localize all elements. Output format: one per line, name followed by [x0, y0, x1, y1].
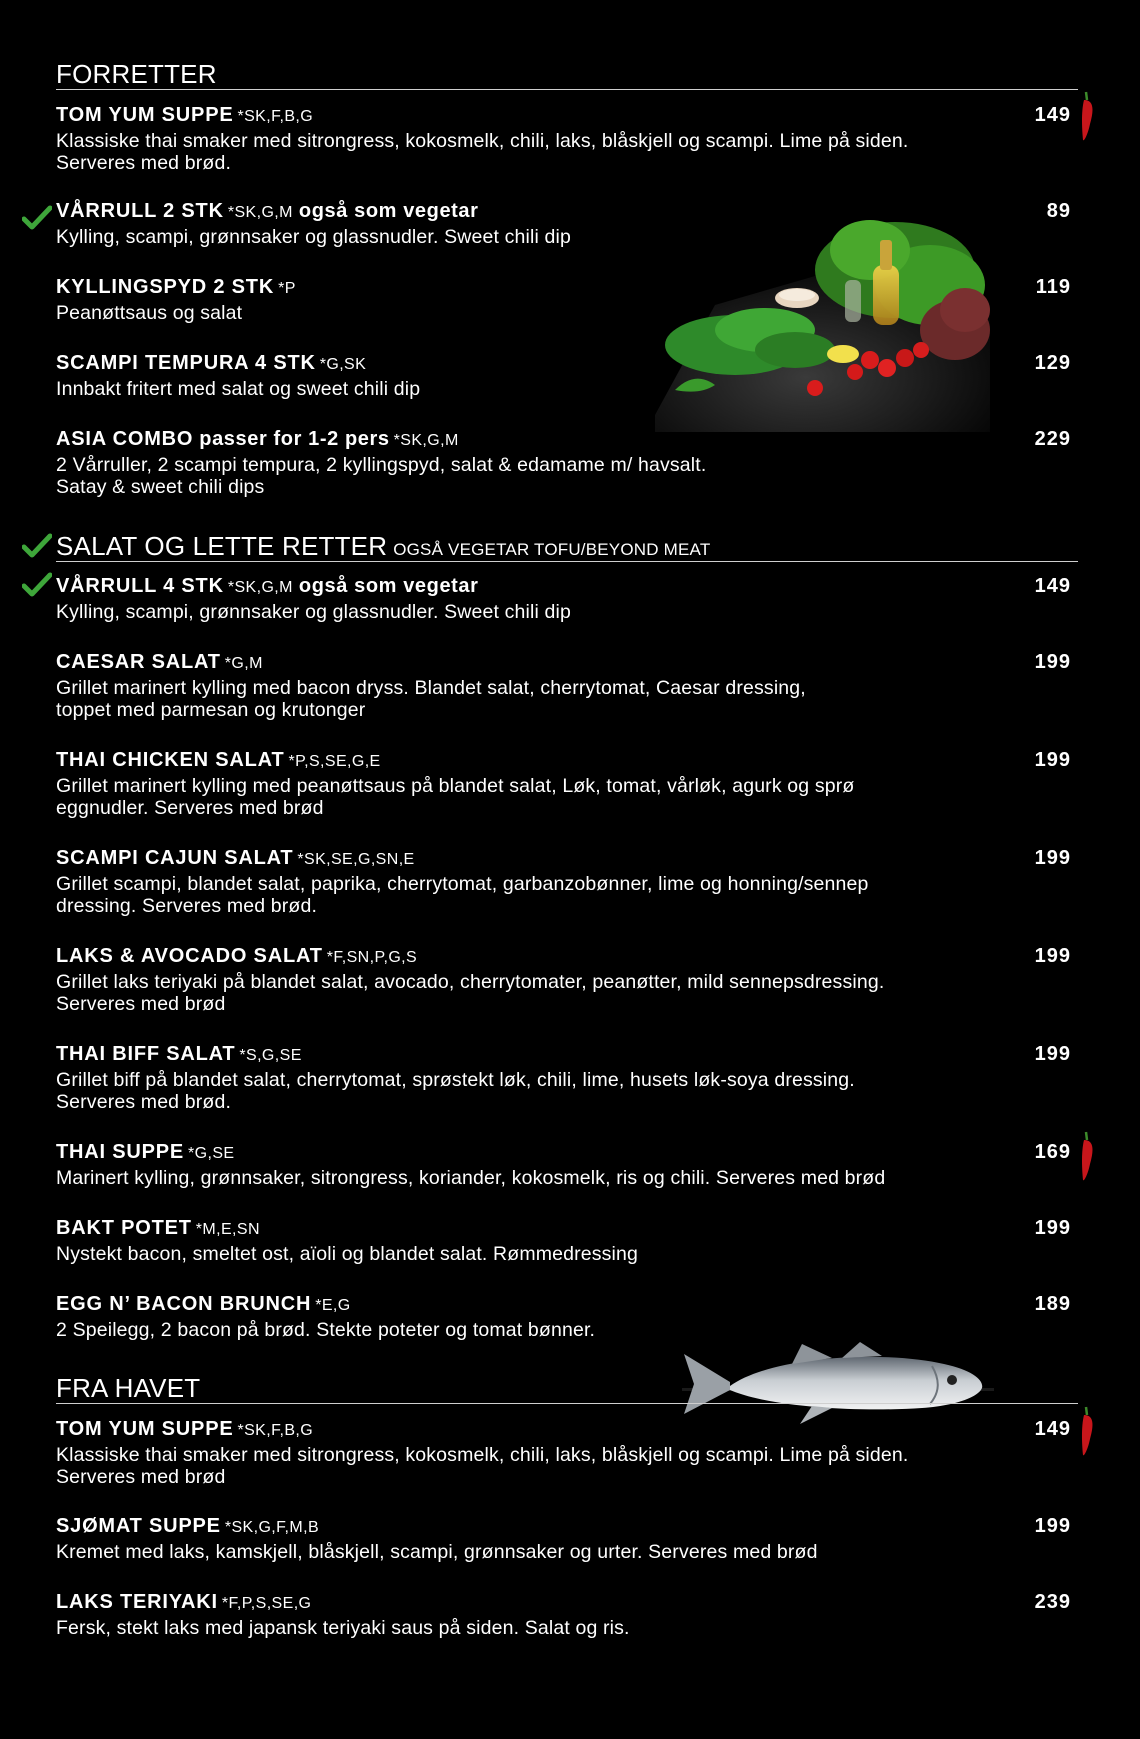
menu-item: [56, 276, 1071, 324]
section-subtitle: OGSÅ VEGETAR TOFU/BEYOND MEAT: [393, 540, 711, 559]
item-description: Grillet laks teriyaki på blandet salat, avocado, cherrytomater, peanøtter, mild sennepsdressing.: [56, 971, 885, 993]
item-price: 199: [1034, 1217, 1071, 1239]
allergen-codes: *SK,SE,G,SN,E: [297, 851, 415, 868]
item-description: Serveres med brød: [56, 993, 226, 1015]
item-price: 149: [1034, 575, 1071, 597]
allergen-codes: *S,G,SE: [239, 1047, 302, 1064]
item-description: Kylling, scampi, grønnsaker og glassnudler. Sweet chili dip: [56, 226, 572, 248]
allergen-codes: *G,M: [224, 655, 263, 672]
allergen-codes: *F,P,S,SE,G: [221, 1595, 312, 1612]
item-description: Innbakt fritert med salat og sweet chili dip: [56, 378, 421, 400]
section-title: FRA HAVET: [56, 1373, 201, 1403]
item-name: ASIA COMBO: [56, 428, 194, 450]
item-name: SCAMPI CAJUN SALAT: [56, 847, 294, 869]
item-description: Satay & sweet chili dips: [56, 476, 265, 498]
item-price: 199: [1034, 1043, 1071, 1065]
menu-item: [56, 352, 1071, 400]
check-icon: [22, 533, 52, 559]
item-description: 2 Speilegg, 2 bacon på brød. Stekte poteter og tomat bønner.: [56, 1319, 596, 1341]
item-description: eggnudler. Serveres med brød: [56, 797, 324, 819]
menu-item: [56, 1217, 1071, 1265]
item-price: 119: [1035, 276, 1071, 298]
item-price: 149: [1034, 104, 1071, 126]
item-description: Grillet marinert kylling med bacon dryss. Blandet salat, cherrytomat, Caesar dressing,: [56, 677, 806, 699]
item-price: 229: [1034, 428, 1071, 450]
item-description: Serveres med brød: [56, 1466, 226, 1488]
item-description: Grillet marinert kylling med peanøttsaus på blandet salat, Løk, tomat, vårløk, agurk og sprø: [56, 775, 855, 797]
item-name: THAI SUPPE: [56, 1141, 185, 1163]
item-name: THAI CHICKEN SALAT: [56, 749, 285, 771]
item-price: 129: [1034, 352, 1071, 374]
item-description: Marinert kylling, grønnsaker, sitrongress, koriander, kokosmelk, ris og chili. Serveres med brød: [56, 1167, 886, 1189]
item-note: passer for 1-2 pers: [199, 428, 390, 450]
item-description: Serveres med brød.: [56, 152, 232, 174]
menu-item: [56, 1591, 1071, 1639]
item-description: toppet med parmesan og krutonger: [56, 699, 366, 721]
menu-item: [56, 200, 1071, 248]
allergen-codes: *SK,G,M: [393, 432, 459, 449]
item-description: Serveres med brød.: [56, 1091, 232, 1113]
item-price: 149: [1034, 1418, 1071, 1440]
item-name: SCAMPI TEMPURA 4 STK: [56, 352, 316, 374]
item-name: VÅRRULL 2 STK: [56, 200, 224, 222]
menu-item: [56, 749, 1071, 819]
menu-item: [56, 1418, 1071, 1488]
item-price: 89: [1046, 200, 1071, 222]
item-price: 169: [1034, 1141, 1071, 1163]
item-description: Grillet scampi, blandet salat, paprika, cherrytomat, garbanzobønner, lime og honning/sennep: [56, 873, 869, 895]
chili-pepper-icon: [1080, 90, 1096, 144]
chili-pepper-icon: [1080, 1130, 1096, 1184]
menu-item: [56, 575, 1071, 623]
allergen-codes: *SK,G,F,M,B: [224, 1519, 320, 1536]
item-price: 199: [1034, 651, 1071, 673]
item-name: BAKT POTET: [56, 1217, 192, 1239]
item-name: CAESAR SALAT: [56, 651, 221, 673]
section-header-salat: [56, 532, 1078, 562]
allergen-codes: *G,SE: [188, 1145, 235, 1162]
allergen-codes: *SK,G,M: [227, 204, 293, 221]
allergen-codes: *P,S,SE,G,E: [288, 753, 381, 770]
menu-item: [56, 847, 1071, 917]
menu-item: [56, 104, 1071, 174]
chili-pepper-icon: [1080, 1405, 1096, 1459]
allergen-codes: *M,E,SN: [195, 1221, 260, 1238]
menu-item: [56, 1293, 1071, 1341]
item-description: Kylling, scampi, grønnsaker og glassnudler. Sweet chili dip: [56, 601, 572, 623]
allergen-codes: *SK,F,B,G: [237, 108, 314, 125]
item-description: Peanøttsaus og salat: [56, 302, 243, 324]
item-name: LAKS TERIYAKI: [56, 1591, 218, 1613]
item-description: Grillet biff på blandet salat, cherrytomat, sprøstekt løk, chili, lime, husets løk-soya dressing.: [56, 1069, 855, 1091]
item-name: EGG N’ BACON BRUNCH: [56, 1293, 312, 1315]
item-description: Klassiske thai smaker med sitrongress, kokosmelk, chili, laks, blåskjell og scampi. Lime på siden.: [56, 1444, 909, 1466]
item-name: TOM YUM SUPPE: [56, 104, 234, 126]
item-price: 199: [1034, 749, 1071, 771]
item-description: Klassiske thai smaker med sitrongress, kokosmelk, chili, laks, blåskjell og scampi. Lime på siden.: [56, 130, 909, 152]
menu-item: [56, 1141, 1071, 1189]
item-price: 189: [1034, 1293, 1071, 1315]
menu-item: [56, 945, 1071, 1015]
check-icon: [22, 205, 52, 231]
item-description: Kremet med laks, kamskjell, blåskjell, scampi, grønnsaker og urter. Serveres med brød: [56, 1541, 818, 1563]
item-description: dressing. Serveres med brød.: [56, 895, 318, 917]
item-name: SJØMAT SUPPE: [56, 1515, 221, 1537]
item-note: også som vegetar: [298, 200, 479, 222]
allergen-codes: *E,G: [315, 1297, 351, 1314]
item-note: også som vegetar: [298, 575, 479, 597]
item-name: LAKS & AVOCADO SALAT: [56, 945, 323, 967]
menu-item: [56, 651, 1071, 721]
check-icon: [22, 572, 52, 598]
allergen-codes: *SK,F,B,G: [237, 1422, 314, 1439]
item-description: 2 Vårruller, 2 scampi tempura, 2 kyllingspyd, salat & edamame m/ havsalt.: [56, 454, 707, 476]
menu-item: [56, 1043, 1071, 1113]
item-description: Nystekt bacon, smeltet ost, aïoli og blandet salat. Rømmedressing: [56, 1243, 639, 1265]
item-name: TOM YUM SUPPE: [56, 1418, 234, 1440]
item-name: THAI BIFF SALAT: [56, 1043, 236, 1065]
menu-item: [56, 428, 1071, 498]
section-header-fra-havet: [56, 1374, 1078, 1404]
item-name: KYLLINGSPYD 2 STK: [56, 276, 275, 298]
allergen-codes: *F,SN,P,G,S: [326, 949, 418, 966]
section-title: FORRETTER: [56, 59, 217, 89]
menu-item: [56, 1515, 1071, 1563]
item-price: 199: [1034, 847, 1071, 869]
item-description: Fersk, stekt laks med japansk teriyaki saus på siden. Salat og ris.: [56, 1617, 630, 1639]
item-price: 199: [1034, 945, 1071, 967]
allergen-codes: *G,SK: [319, 356, 367, 373]
item-price: 199: [1034, 1515, 1071, 1537]
section-header-forretter: [56, 60, 1078, 90]
allergen-codes: *P: [278, 280, 296, 297]
item-price: 239: [1034, 1591, 1071, 1613]
allergen-codes: *SK,G,M: [227, 579, 293, 596]
item-name: VÅRRULL 4 STK: [56, 575, 224, 597]
section-title: SALAT OG LETTE RETTER: [56, 531, 388, 561]
